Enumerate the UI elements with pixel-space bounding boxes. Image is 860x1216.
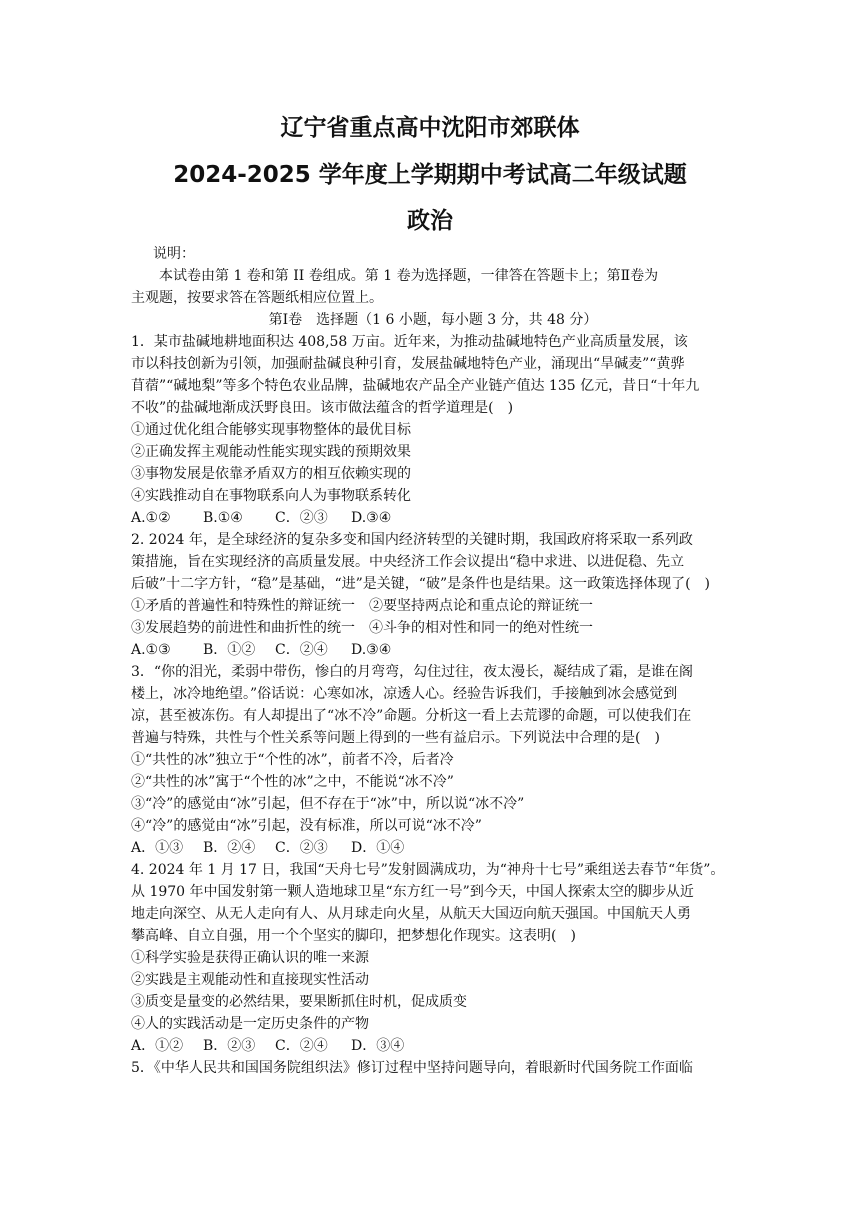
option-c: C．②③ (275, 840, 328, 856)
option-d: D.③④ (351, 510, 392, 526)
question-choice: ②“共性的冰”寓于“个性的冰”之中，不能说“冰不冷” (131, 774, 454, 790)
question-stem-line: 1．某市盐碱地耕地面积达 408,58 万亩。近年来，为推动盐碱地特色产业高质量发展，该 (131, 334, 688, 350)
answer-options (131, 837, 735, 859)
subject-title: 政治 (407, 208, 453, 234)
question-choice: ④实践推动自在事物联系向人为事物联系转化 (131, 488, 411, 504)
question-stem-line: 攀高峰、自立自强，用一个个坚实的脚印，把梦想化作现实。这表明( ) (131, 928, 576, 944)
option-c: C．②④ (275, 1038, 328, 1054)
title-line-1: 辽宁省重点高中沈阳市郊联体 (280, 115, 580, 141)
question-stem-line: 从 1970 年中国发射第一颗人造地球卫星“东方红一号”到今天，中国人探索太空的脚步从近 (131, 884, 694, 900)
question-1 (131, 331, 735, 529)
question-3 (131, 661, 735, 859)
question-stem-line: 市以科技创新为引领，加强耐盐碱良种引育，发展盐碱地特色产业，涌现出“旱碱麦”“黄骅 (131, 356, 685, 372)
question-choice: ②正确发挥主观能动性能实现实践的预期效果 (131, 444, 411, 460)
question-stem-line: 5．《中华人民共和国国务院组织法》修订过程中坚持问题导向，着眼新时代国务院工作面临 (131, 1060, 693, 1076)
question-stem-line: 苜蓿”“碱地梨”等多个特色农业品牌，盐碱地农产品全产业链产值达 135 亿元，昔日“十年九 (131, 378, 700, 394)
question-stem-line: 4. 2024 年 1 月 17 日，我国“天舟七号”发射圆满成功，为“神舟十七号”乘组送去春节“年货”。 (131, 862, 725, 878)
question-stem-line: 3．“你的泪光，柔弱中带伤，惨白的月弯弯，勾住过往，夜太漫长，凝结成了霜，是谁在阁 (131, 664, 694, 680)
answer-options (131, 639, 735, 661)
question-choice: ①矛盾的普遍性和特殊性的辩证统一 ②要坚持两点论和重点论的辩证统一 (131, 598, 593, 614)
question-4 (131, 859, 735, 1057)
option-d: D．①④ (351, 840, 405, 856)
title-line-2: 2024-2025 学年度上学期期中考试高二年级试题 (173, 162, 687, 188)
option-b: B．②④ (203, 840, 256, 856)
question-choice: ④“冷”的感觉由“冰”引起，没有标准，所以可说“冰不冷” (131, 818, 482, 834)
question-choice: ①“共性的冰”独立于“个性的冰”，前者不冷，后者冷 (131, 752, 454, 768)
option-a: A.①② (131, 510, 171, 526)
option-a: A.①③ (131, 642, 171, 658)
option-a: A．①② (131, 1038, 184, 1054)
answer-options (131, 1035, 735, 1057)
question-2 (131, 529, 735, 661)
option-d: D．③④ (351, 1038, 405, 1054)
question-choice: ④人的实践活动是一定历史条件的产物 (131, 1016, 369, 1032)
question-choice: ②实践是主观能动性和直接现实性活动 (131, 972, 369, 988)
question-choice: ①通过优化组合能够实现事物整体的最优目标 (131, 422, 411, 438)
exam-body (131, 243, 735, 1079)
exam-header (0, 112, 860, 237)
option-a: A．①③ (131, 840, 184, 856)
question-stem-line: 后破”十二字方针，“稳”是基础，“进”是关键，“破”是条件也是结果。这一政策选择体现了( ) (131, 576, 711, 592)
instructions-label: 说明： (153, 246, 195, 262)
instructions-text-2: 主观题，按要求答在答题纸相应位置上。 (131, 290, 383, 306)
question-stem-line: 不收”的盐碱地渐成沃野良田。该市做法蕴含的哲学道理是( ) (131, 400, 514, 416)
question-stem-line: 凉，甚至被冻伤。有人却提出了“冰不冷”命题。分析这一看上去荒谬的命题，可以使我们在 (131, 708, 692, 724)
question-choice: ③发展趋势的前进性和曲折性的统一 ④斗争的相对性和同一的绝对性统一 (131, 620, 593, 636)
question-choice: ③“冷”的感觉由“冰”引起，但不存在于“冰”中，所以说“冰不冷” (131, 796, 525, 812)
question-stem-line: 普遍与特殊，共性与个性关系等问题上得到的一些有益启示。下列说法中合理的是( ) (131, 730, 660, 746)
option-c: C．②③ (275, 510, 328, 526)
question-stem-line: 策措施，旨在实现经济的高质量发展。中央经济工作会议提出“稳中求进、以进促稳、先立 (131, 554, 685, 570)
option-d: D.③④ (351, 642, 392, 658)
option-b: B．①② (203, 642, 256, 658)
option-b: B.①④ (203, 510, 243, 526)
question-5 (131, 1057, 735, 1079)
option-c: C．②④ (275, 642, 328, 658)
question-choice: ③质变是量变的必然结果，要果断抓住时机，促成质变 (131, 994, 467, 1010)
option-b: B．②③ (203, 1038, 256, 1054)
question-stem-line: 2. 2024 年，是全球经济的复杂多变和国内经济转型的关键时期，我国政府将采取一系列政 (131, 532, 693, 548)
section-heading: 第Ⅰ卷 选择题（1 6 小题，每小题 3 分，共 48 分） (268, 312, 598, 328)
answer-options (131, 507, 735, 529)
question-stem-line: 地走向深空、从无人走向有人、从月球走向火星，从航天大国迈向航天强国。中国航天人勇 (131, 906, 691, 922)
question-stem-line: 楼上，冰冷地绝望。”俗话说：心寒如冰，凉透人心。经验告诉我们，手接触到冰会感觉到 (131, 686, 678, 702)
question-choice: ①科学实验是获得正确认识的唯一来源 (131, 950, 369, 966)
question-choice: ③事物发展是依靠矛盾双方的相互依赖实现的 (131, 466, 411, 482)
instructions-text-1: 本试卷由第 1 卷和第 II 卷组成。第 1 卷为选择题，一律答在答题卡上；第Ⅱ卷为 (159, 268, 659, 284)
